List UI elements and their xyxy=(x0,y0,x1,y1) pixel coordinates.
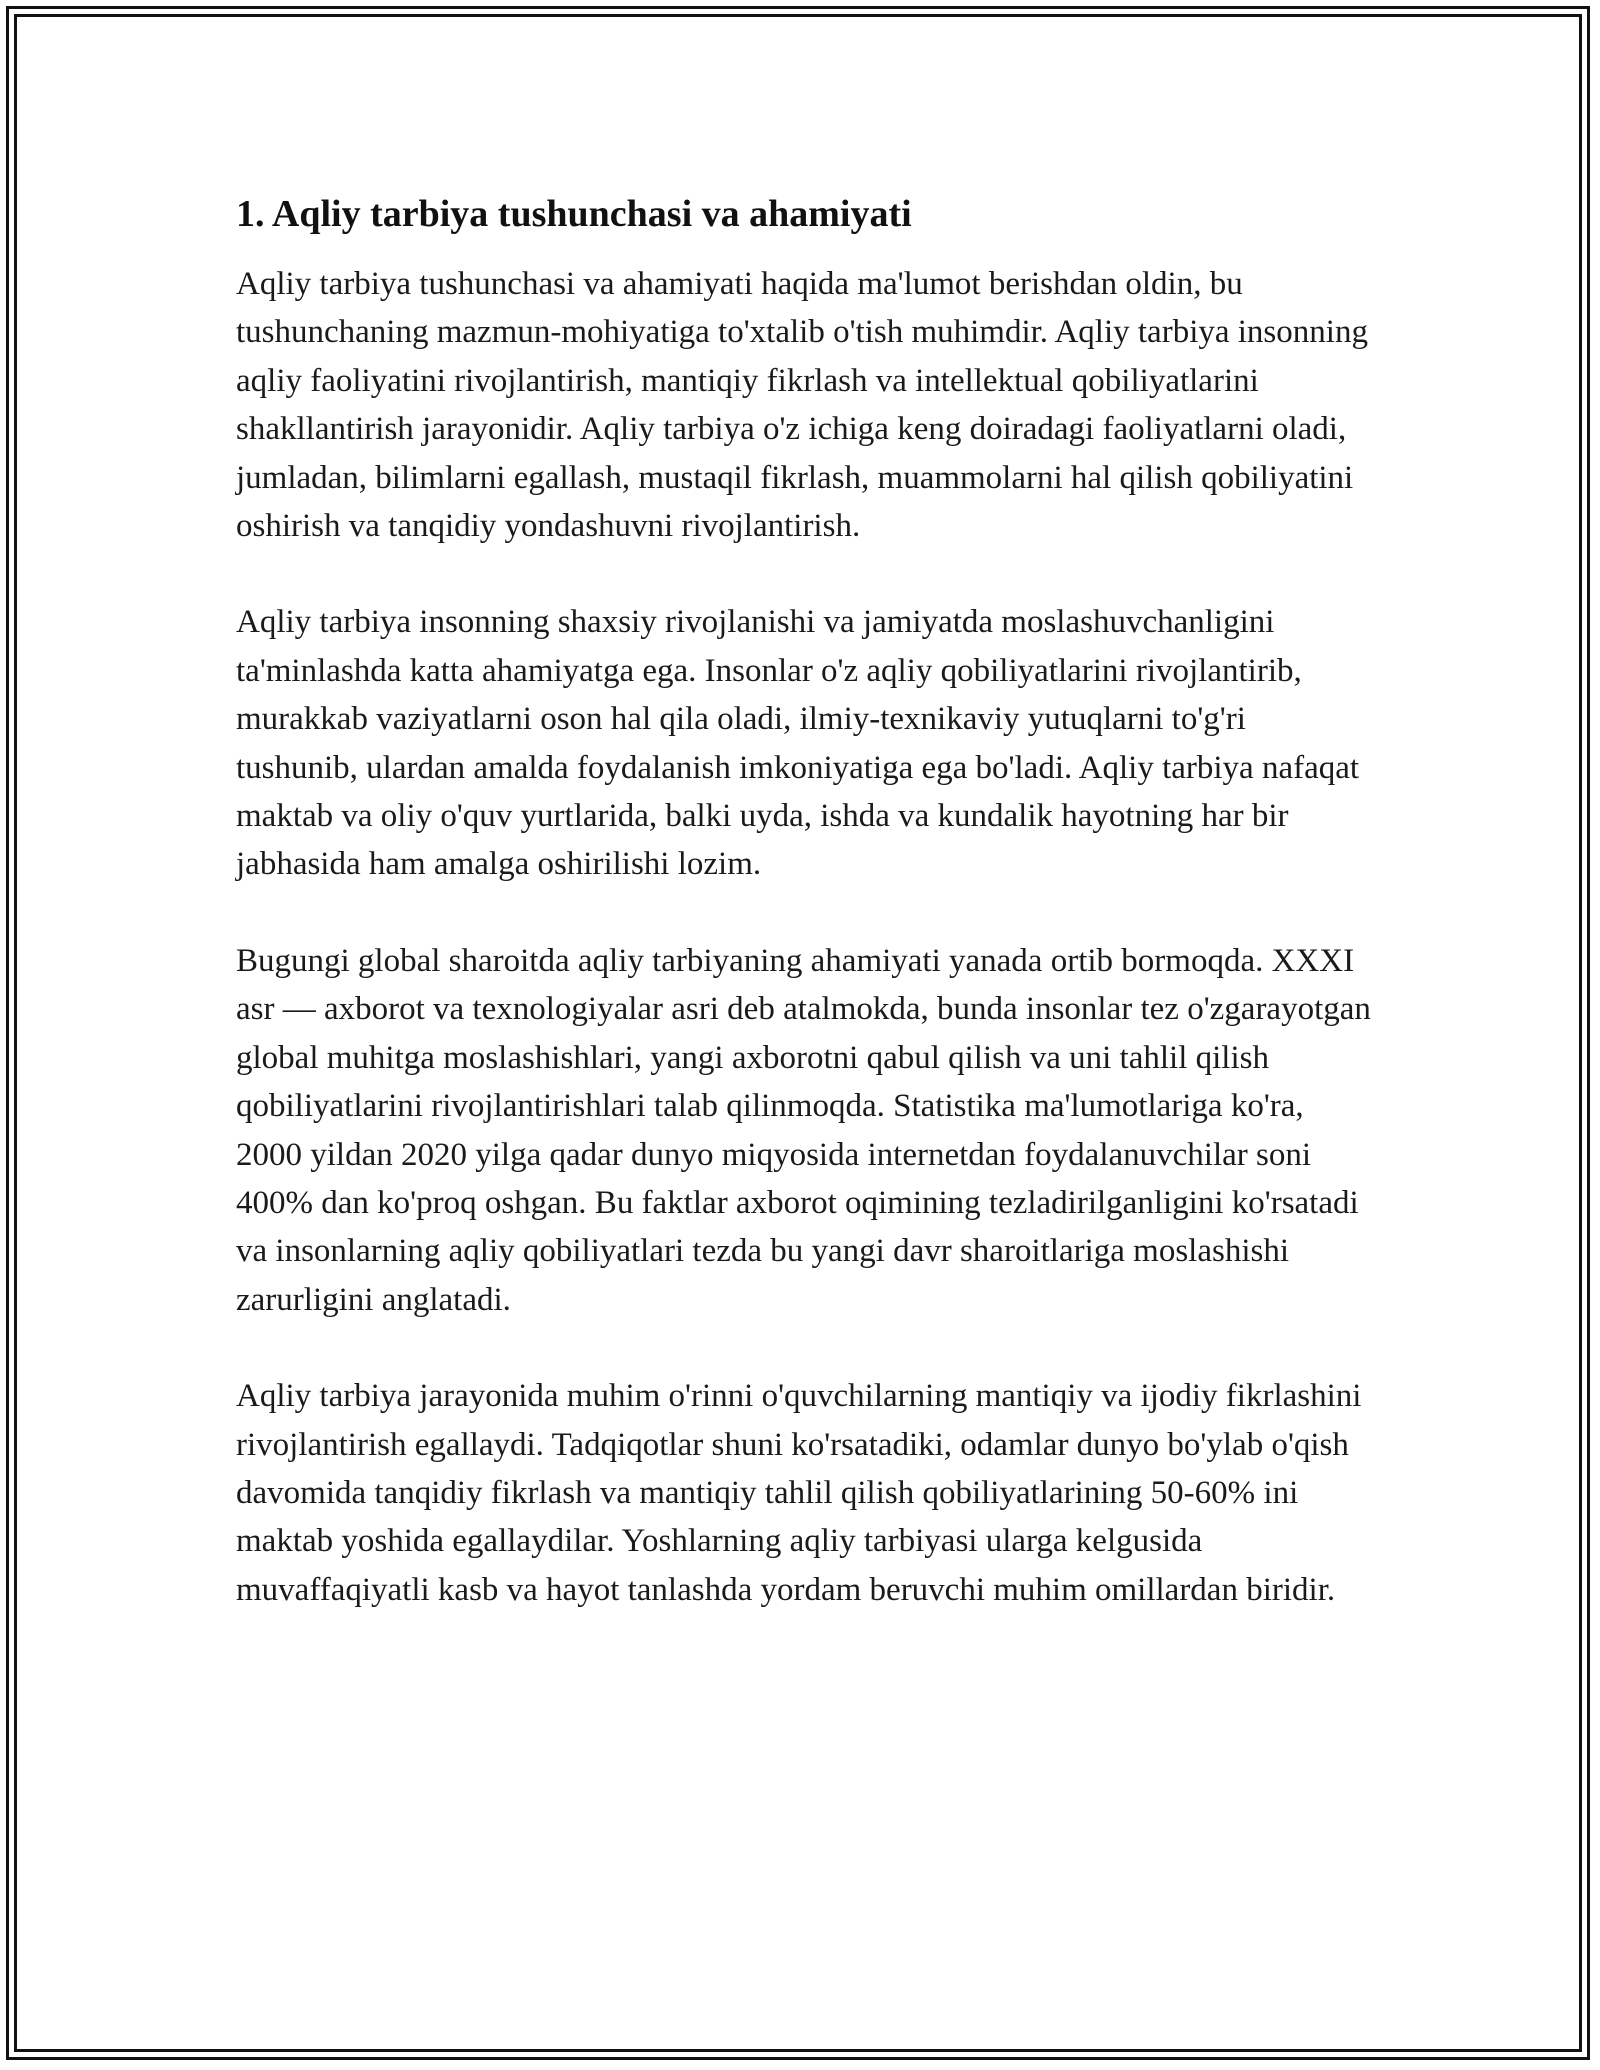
paragraph-2: Aqliy tarbiya insonning shaxsiy rivojlanishi va jamiyatda moslashuvchanligini ta'minlashda katta ahamiyatga ega. Insonlar o'z aqliy qobiliyatlarini rivojlantirib, murakkab vaziyatlarni oson hal qila oladi, ilmiy-texnikaviy yutuqlarni to'g'ri tushunib, ulardan amalda foydalanish imkoniyatiga ega bo'ladi. Aqliy tarbiya nafaqat maktab va oliy o'quv yurtlarida, balki uyda, ishda va kundalik hayotning har bir jabhasida ham amalga oshirilishi lozim. xyxy=(236,604,1360,883)
section-heading: 1. Aqliy tarbiya tushunchasi va ahamiyati xyxy=(236,193,912,235)
paragraph-1: Aqliy tarbiya tushunchasi va ahamiyati haqida ma'lumot berishdan oldin, bu tushunchaning mazmun-mohiyatiga to'xtalib o'tish muhimdir. Aqliy tarbiya insonning aqliy faoliyatini rivojlantirish, mantiqiy fikrlash va intellektual qobiliyatlarini shakllantirish jarayonidir. Aqliy tarbiya o'z ichiga keng doiradagi faoliyatlarni oladi, jumladan, bilimlarni egallash, mustaqil fikrlash, muammolarni hal qilish qobiliyatini oshirish va tanqidiy yondashuvni rivojlantirish. xyxy=(236,266,1368,545)
paragraph-3: Bugungi global sharoitda aqliy tarbiyaning ahamiyati yanada ortib bormoqda. XXXI asr — axborot va texnologiyalar asri deb atalmokda, bunda insonlar tez o'zgarayotgan global muhitga moslashishlari, yangi axborotni qabul qilish va uni tahlil qilish qobiliyatlarini rivojlantirishlari talab qilinmoqda. Statistika ma'lumotlariga ko'ra, 2000 yildan 2020 yilga qadar dunyo miqyosida internetdan foydalanuvchilar soni 400% dan ko'proq oshgan. Bu faktlar axborot oqimining tezladirilganligini ko'rsatadi va insonlarning aqliy qobiliyatlari tezda bu yangi davr sharoitlariga moslashishi zarurligini anglatadi. xyxy=(236,942,1371,1318)
paragraph-4: Aqliy tarbiya jarayonida muhim o'rinni o'quvchilarning mantiqiy va ijodiy fikrlashini rivojlantirish egallaydi. Tadqiqotlar shuni ko'rsatadiki, odamlar dunyo bo'ylab o'qish davomida tanqidiy fikrlash va mantiqiy tahlil qilish qobiliyatlarining 50-60% ini maktab yoshida egallaydilar. Yoshlarning aqliy tarbiyasi ularga kelgusida muvaffaqiyatli kasb va hayot tanlashda yordam beruvchi muhim omillardan biridir. xyxy=(236,1378,1362,1608)
document-body xyxy=(236,188,1376,1662)
